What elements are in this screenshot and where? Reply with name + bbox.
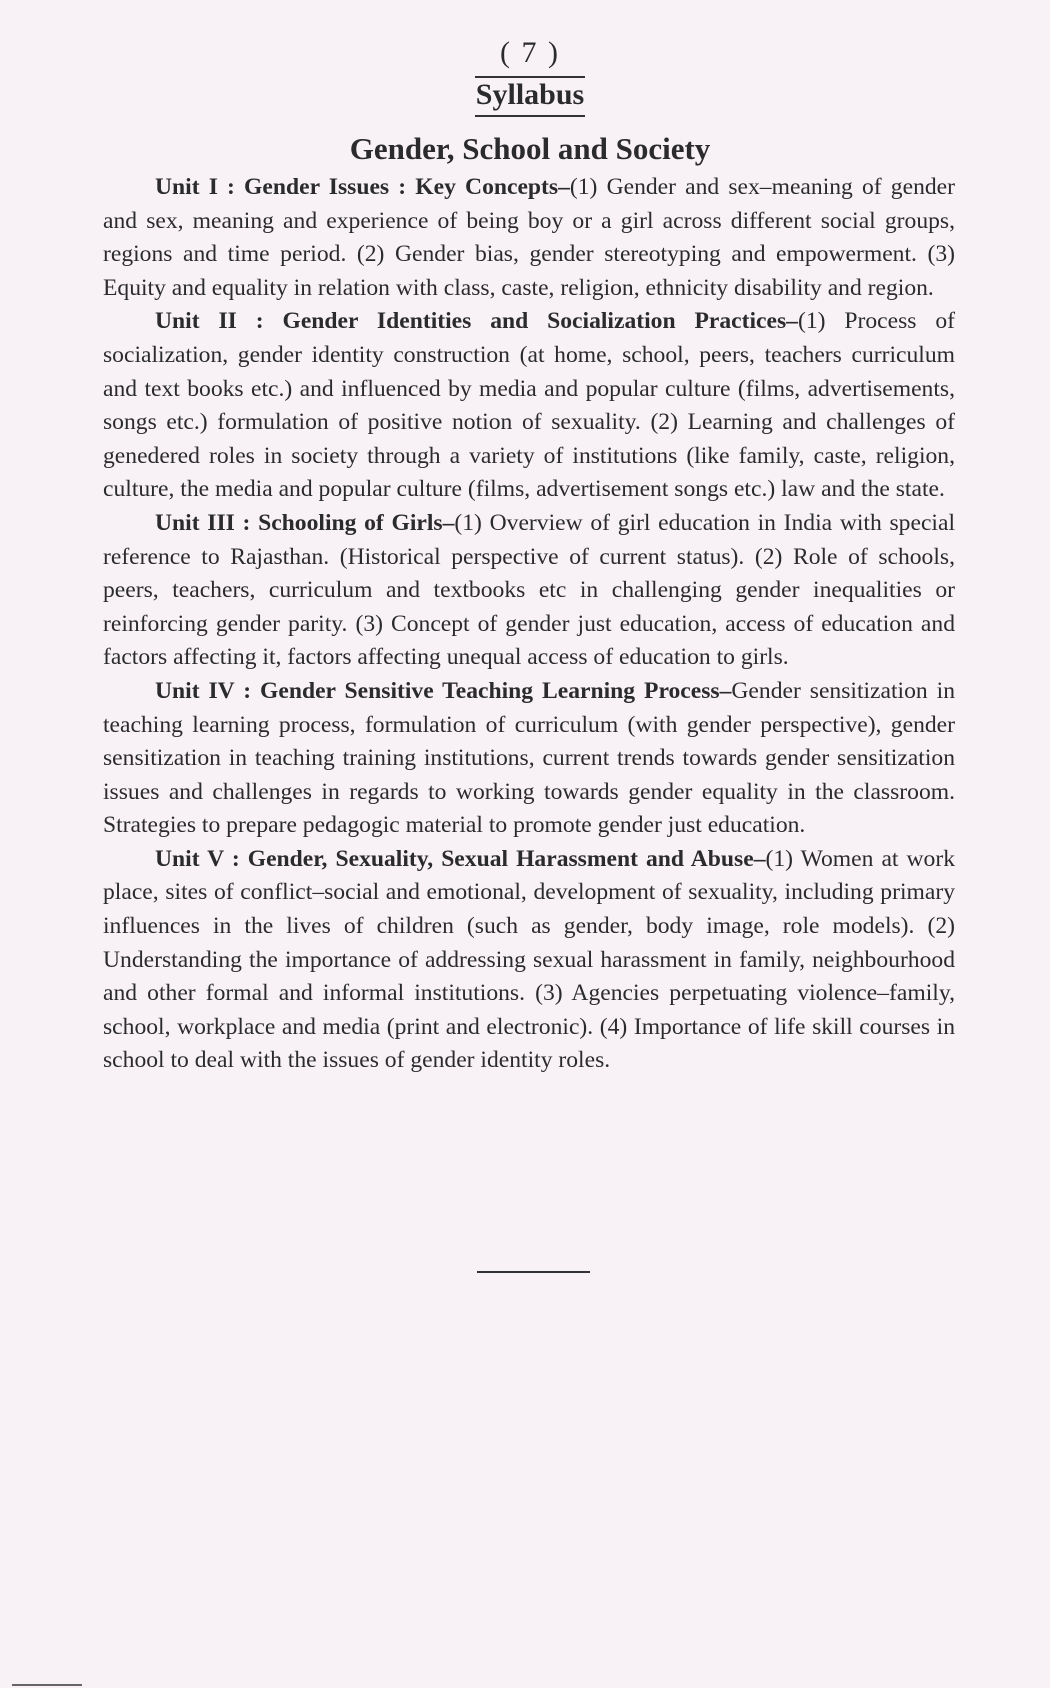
syllabus-heading: Syllabus bbox=[475, 78, 585, 111]
unit-2 bbox=[103, 305, 955, 507]
heading-rule-bottom bbox=[475, 115, 585, 117]
unit-4-body: Gender sensitization in teaching learning process, formulation of curriculum (with gender perspective), gender sensitization in teaching training institutions, current trends towards gender sensitization issues and challenges in regards to working towards gender equality in the classroom. Strategies to prepare pedagogic material to promote gender just education. bbox=[103, 677, 955, 839]
subject-title: Gender, School and Society bbox=[349, 131, 711, 166]
unit-3-body: (1) Overview of girl education in India with special reference to Rajasthan. (Historical perspective of current status). (2) Role of schools, peers, teachers, curriculum and textbooks etc in challenging gender inequalities or reinforcing gender parity. (3) Concept of gender just education, access of education and factors affecting it, factors affecting unequal access of education to girls. bbox=[103, 509, 955, 671]
page-number: ( 7 ) bbox=[500, 36, 560, 69]
unit-1-body: (1) Gender and sex–meaning of gender and sex, meaning and experience of being boy or a girl across different social groups, regions and time period. (2) Gender bias, gender stereotyping and empowerment. (3) Equity and equality in relation with class, caste, religion, ethnicity disability and region. bbox=[103, 174, 955, 301]
corner-mark bbox=[12, 1684, 82, 1686]
unit-3-title: Unit III : Schooling of Girls– bbox=[155, 509, 455, 536]
syllabus-content bbox=[103, 171, 955, 1078]
end-rule bbox=[477, 1271, 590, 1273]
unit-5 bbox=[103, 843, 955, 1078]
unit-4-title: Unit IV : Gender Sensitive Teaching Learning Process– bbox=[155, 677, 732, 704]
unit-4 bbox=[103, 675, 955, 843]
unit-1 bbox=[103, 171, 955, 305]
unit-1-title: Unit I : Gender Issues : Key Concepts– bbox=[155, 174, 570, 200]
unit-3 bbox=[103, 507, 955, 675]
unit-5-body: (1) Women at work place, sites of conflict–social and emotional, development of sexuality, including primary influences in the lives of children (such as gender, body image, role models). (2) Understanding the importance of addressing sexual harassment in family, neighbourhood and other formal and informal institutions. (3) Agencies perpetuating violence–family, school, workplace and media (print and electronic). (4) Importance of life skill courses in school to deal with the issues of gender identity roles. bbox=[103, 845, 956, 1074]
unit-2-body: (1) Process of socialization, gender identity construction (at home, school, peers, teachers curriculum and text books etc.) and influenced by media and popular culture (films, advertisements, songs etc.) formulation of positive notion of sexuality. (2) Learning and challenges of genedered roles in society through a variety of institutions (like family, caste, religion, culture, the media and popular culture (films, advertisement songs etc.) law and the state. bbox=[103, 308, 955, 503]
unit-2-title: Unit II : Gender Identities and Socialization Practices– bbox=[155, 308, 798, 335]
unit-5-title: Unit V : Gender, Sexuality, Sexual Harassment and Abuse– bbox=[155, 845, 766, 872]
